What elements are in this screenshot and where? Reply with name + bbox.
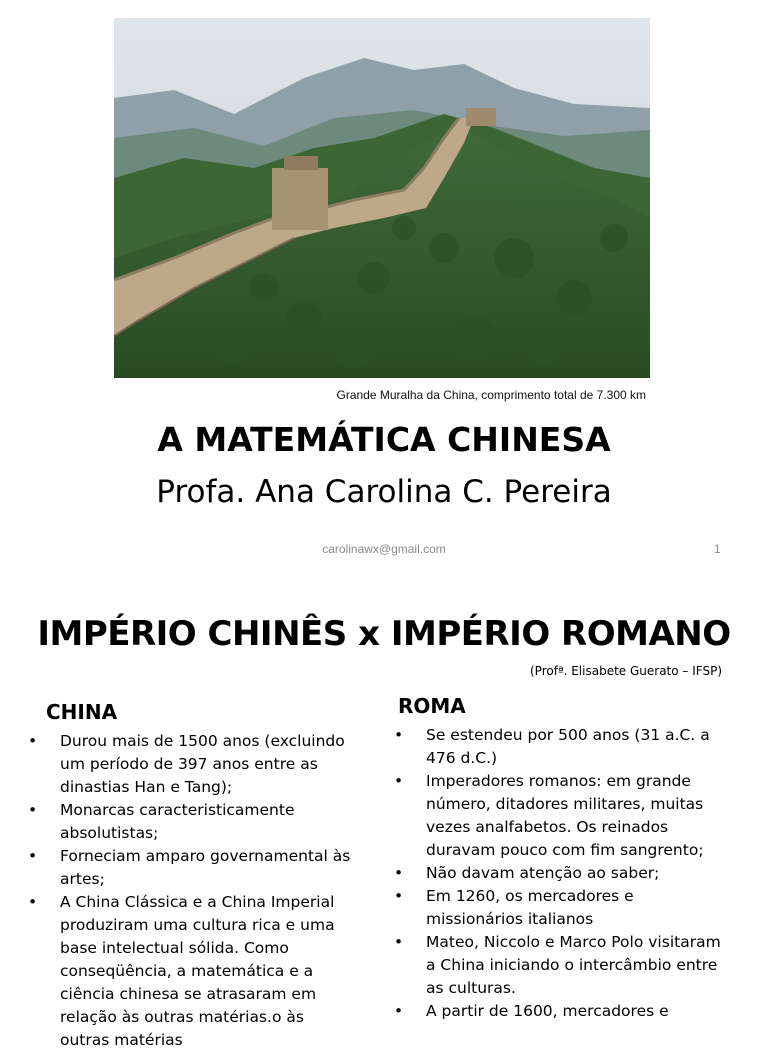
- list-item: • Imperadores romanos: em grande número, ditadores militares, muitas vezes analfabetos. Os reinados duravam pouco com fim sangrento;: [394, 770, 734, 862]
- list-item: • Durou mais de 1500 anos (excluindo um período de 397 anos entre as dinastias Han e Tang);: [28, 730, 358, 799]
- footer-email: carolinawx@gmail.com: [322, 542, 446, 556]
- photo-caption: Grande Muralha da China, comprimento total de 7.300 km: [336, 388, 646, 402]
- list-item: • Se estendeu por 500 anos (31 a.C. a 476 d.C.): [394, 724, 734, 770]
- slide-title: IMPÉRIO CHINÊS x IMPÉRIO ROMANO: [37, 614, 731, 654]
- list-item: • A China Clássica e a China Imperial produziram uma cultura rica e uma base intelectual sólida. Como conseqüência, a matemática e a ciência chinesa se atrasaram em relação às outras matérias.o às outras matérias: [28, 891, 358, 1052]
- slide-title: A MATEMÁTICA CHINESA: [157, 420, 611, 459]
- roma-heading: ROMA: [398, 694, 466, 718]
- list-item: • Mateo, Niccolo e Marco Polo visitaram a China iniciando o intercâmbio entre as culturas.: [394, 931, 734, 1000]
- great-wall-photo: [114, 18, 650, 378]
- roma-list: [394, 724, 734, 1023]
- list-item: • Não davam atenção ao saber;: [394, 862, 734, 885]
- slide-number: 1: [714, 542, 721, 556]
- china-heading: CHINA: [46, 700, 118, 724]
- china-list: [28, 730, 358, 1052]
- list-item: • A partir de 1600, mercadores e: [394, 1000, 734, 1023]
- list-item: • Em 1260, os mercadores e missionários italianos: [394, 885, 734, 931]
- credit-note: (Profª. Elisabete Guerato – IFSP): [530, 664, 722, 678]
- list-item: • Monarcas caracteristicamente absolutistas;: [28, 799, 358, 845]
- slide-subtitle: Profa. Ana Carolina C. Pereira: [156, 474, 612, 510]
- slide-2: [0, 588, 768, 1049]
- list-item: • Forneciam amparo governamental às artes;: [28, 845, 358, 891]
